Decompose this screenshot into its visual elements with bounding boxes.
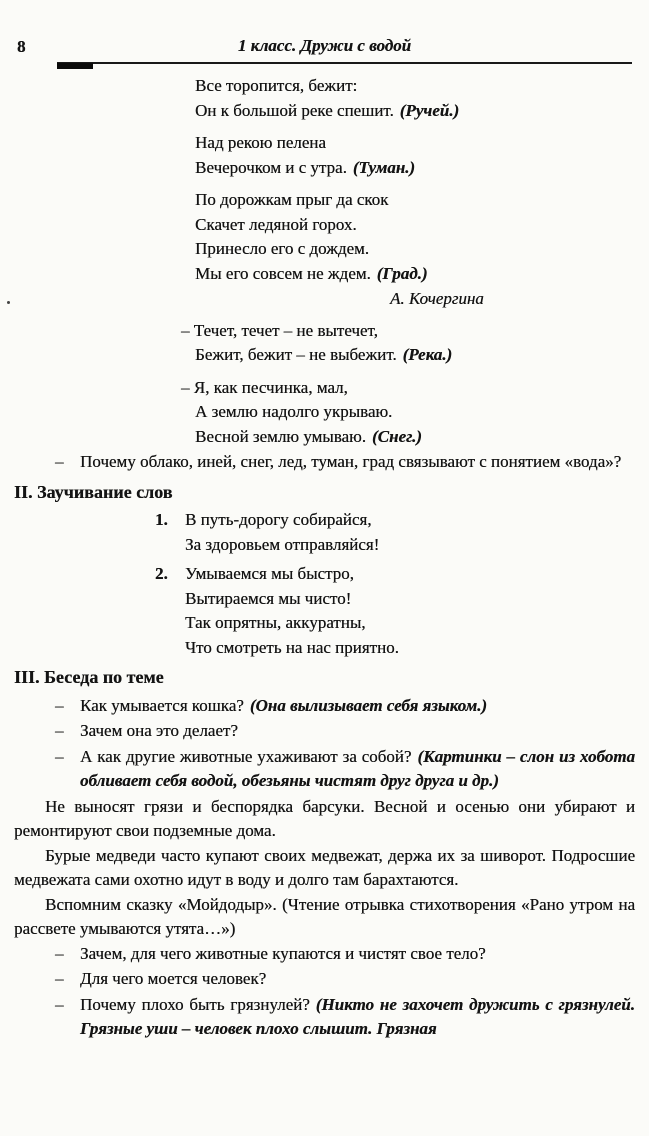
verse-line <box>195 343 635 368</box>
riddle-answer: (Туман.) <box>352 157 416 177</box>
dash-marker: – <box>55 746 64 766</box>
riddle-hail <box>195 188 635 286</box>
scan-artifact <box>57 63 93 69</box>
dash-marker: – <box>55 943 64 963</box>
verse-line: Все торопится, бежит: <box>195 76 358 95</box>
dash-marker: – <box>55 452 64 471</box>
paragraph-badgers: Не выносят грязи и беспорядка барсуки. Весной и осенью они убирают и ремонтируют свои подземные дома. <box>14 796 635 840</box>
riddle-answer: (Ручей.) <box>399 100 460 120</box>
question-text: Зачем, для чего животные купаются и чистят свое тело? <box>80 943 486 963</box>
question-body: Почему плохо быть грязнулей? <box>80 994 310 1014</box>
page-number: 8 <box>17 37 26 56</box>
paragraph-moydodyr: Вспомним сказку «Мойдодыр». (Чтение отрывка стихотворения «Рано утром на рассвете умываются утята…») <box>14 894 635 938</box>
dash-marker: – <box>55 695 64 715</box>
riddle-answer: (Град.) <box>376 263 428 283</box>
verse-line: За здоровьем отправляйся! <box>185 534 380 554</box>
verse-line: Так опрятны, аккуратны, <box>185 613 366 632</box>
riddle-answer: (Снег.) <box>372 426 422 446</box>
question-why-cat <box>55 719 635 744</box>
question-body: Как умывается кошка? <box>80 695 244 715</box>
verse-line <box>195 425 635 450</box>
section-heading-memorizing: II. Заучивание слов <box>14 481 173 502</box>
verse-line: Вытираемся мы чисто! <box>185 588 352 608</box>
scan-artifact <box>7 301 10 304</box>
item-verse <box>185 508 635 557</box>
header-rule <box>57 62 632 64</box>
riddle-stream <box>195 74 635 123</box>
verse-line: В путь-дорогу собирайся, <box>185 510 372 529</box>
verse-line <box>195 262 635 287</box>
dash-marker: – <box>55 969 64 988</box>
memorize-item-2 <box>155 562 635 660</box>
question-cat-washing <box>55 694 635 719</box>
verse-line: Принесло его с дождем. <box>195 239 370 258</box>
verse-line: По дорожкам прыг да скок <box>195 190 389 209</box>
verse-line-text: Бежит, бежит – не выбежит. <box>195 345 397 364</box>
question-why-human-washes <box>55 967 635 992</box>
verse-line-text: Мы его совсем не ждем. <box>195 263 371 283</box>
verse-line: Умываемся мы быстро, <box>185 564 354 583</box>
verse-line: Над рекою пелена <box>195 133 326 152</box>
verse-line-text: Весной землю умываю. <box>195 426 367 446</box>
verse-line: Что смотреть на нас приятно. <box>185 637 399 657</box>
page-content <box>14 74 635 1043</box>
question-text <box>80 993 635 1042</box>
verse-line <box>195 156 635 181</box>
verse-line-text: Вечерочком и с утра. <box>195 157 347 177</box>
header-title: 1 класс. Дружи с водой <box>237 36 412 55</box>
verse-line <box>195 99 635 124</box>
question-body: А как другие животные ухаживают за собой? <box>80 746 412 766</box>
question-water-concept <box>55 450 635 475</box>
verse-line: А землю надолго укрываю. <box>195 402 393 421</box>
question-answer: (Никто не захочет дружить с грязнулей. Грязные уши – человек плохо слышит. Грязная <box>80 994 636 1038</box>
question-text <box>80 694 635 719</box>
item-number: 2. <box>155 564 168 583</box>
item-number: 1. <box>155 510 168 529</box>
verse-line: – Течет, течет – не вытечет, <box>181 320 378 340</box>
question-text: Почему облако, иней, снег, лед, туман, град связывают с понятием «вода»? <box>80 452 622 471</box>
memorize-item-1 <box>155 508 635 557</box>
verse-line: Скачет ледяной горох. <box>195 214 357 234</box>
question-text: Зачем она это делает? <box>80 721 238 740</box>
dash-marker: – <box>55 994 64 1014</box>
verse-line: – Я, как песчинка, мал, <box>181 377 348 397</box>
paragraph-bears: Бурые медведи часто купают своих медвежат, держа их за шиворот. Подросшие медвежата сами охотно идут в воду и долго там барахтаются. <box>14 845 635 889</box>
question-text: Для чего моется человек? <box>80 969 267 988</box>
section-heading-conversation: III. Беседа по теме <box>14 667 164 687</box>
question-answer: (Картинки – слон из хобота обливает себя водой, обезьяны чистят друг друга и др.) <box>80 746 635 790</box>
question-other-animals <box>55 745 635 794</box>
riddle-fog <box>195 131 635 180</box>
question-why-bad-dirty <box>55 993 635 1042</box>
item-verse <box>185 562 635 660</box>
riddle-answer: (Река.) <box>402 345 453 364</box>
question-why-animals-wash <box>55 942 635 967</box>
author-attribution: А. Кочергина <box>390 289 484 308</box>
dash-marker: – <box>55 721 64 740</box>
riddle-river <box>181 319 635 368</box>
question-answer: (Она вылизывает себя языком.) <box>249 695 488 715</box>
riddle-snow <box>181 376 635 450</box>
verse-line-text: Он к большой реке спешит. <box>195 100 394 120</box>
question-text <box>80 745 635 794</box>
